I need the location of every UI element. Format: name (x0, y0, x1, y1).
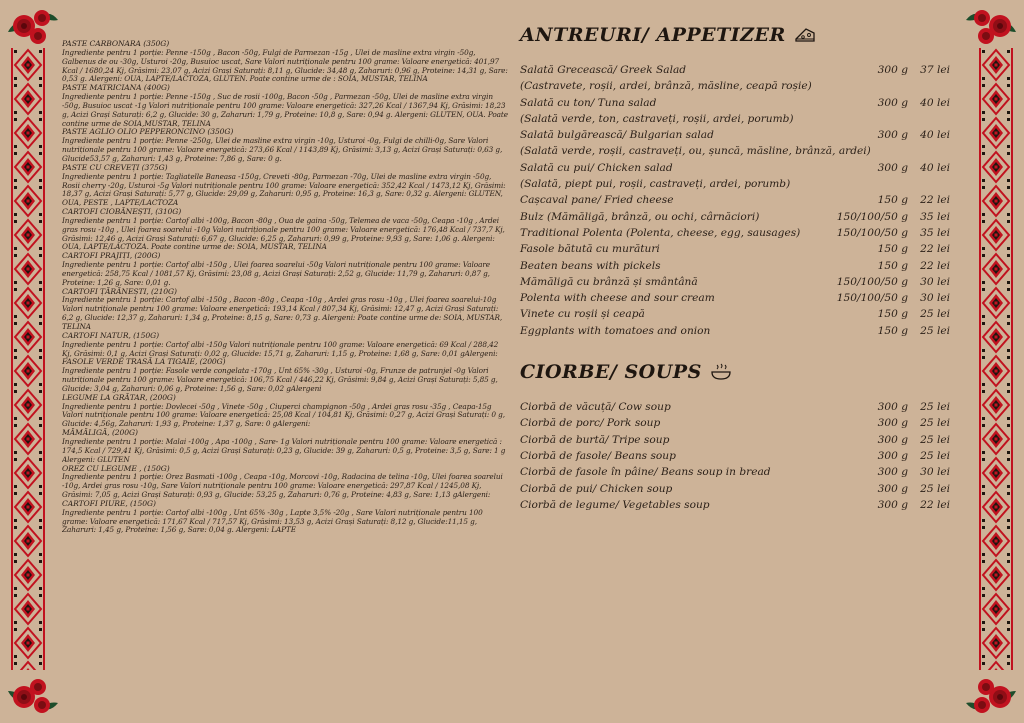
dish-info (62, 358, 510, 393)
item-price: 25 lei (920, 308, 950, 321)
dish-details: Ingrediente pentru 1 porție: Cartof albi -150g , Ulei foarea soarelui -50g Valori nutriționale pentru 100 grame: Valoare energetică: 258,75 Kcal / 1081,57 Kj, Grăsimi: 23,08 g, Acizi Grași Saturați: 2,52 g, Glucide: 11,79 g, Zaharuri: 0,87 g, Proteine: 1,26 g, Sare: 0,01 g. (62, 260, 490, 287)
item-price: 30 lei (920, 466, 950, 479)
ingredients-list (62, 40, 510, 622)
item-price: 25 lei (920, 417, 950, 430)
dish-details: Ingrediente pentru 1 porție: Cartof albi -100g , Unt 65% -30g , Lapte 3,5% -20g , Sare Valori nutriționale pentru 100 grame: Valoare energetică: 171,67 Kcal / 717,57 Kj, Grăsimi: 13,53 g, Acizi Grași Saturați: 8,12 g, Glucide:11,15 g, Zaharuri: 1,45 g, Proteine: 1,56 g, Sare: 0,04 g. Alergeni: LAPTE (62, 507, 483, 535)
item-weight: 150/100/50 g (836, 210, 908, 223)
dish-info (62, 500, 510, 535)
dish-info (62, 252, 510, 287)
soup-bowl-icon (710, 362, 732, 382)
dish-details: Ingrediente pentru 1 porție: Penne -150g , Bacon -50g, Fulgi de Parmezan -15g , Ulei de masline extra virgin -50g, Galbenus de ou -30g, Usturoi -20g, Busuioc uscat, Sare Valori nutriționale pentru 100 grame: Valoare energetică: 401,97 Kcal / 1680,24 Kj, Grăsimi: 23,07 g, Acizi Grași Saturați: 8,11 g, Glucide: 34,48 g, Zaharuri: 0,96 g, Proteine: 14,31 g, Sare: 0,53 g. Alergeni: OUA, LAPTE/LACTOZA, GLUTEN. Poate contine urme de : SOIA, MUSTAR, TELINA (62, 47, 508, 84)
dish-info (62, 208, 510, 252)
section-title-soups (520, 359, 950, 385)
dish-details: Ingrediente pentru 1 porție: Fasole verde congelata -170g , Unt 65% -30g , Usturoi -0g, Frunze de patrunjel -0g Valori nutriționale pentru 100 grame: Valoare energetică: 106,75 Kcal / 446,22 Kj, Grăsimi: 9,84 g, Acizi Grași Saturați: 5,85 g, Glucide: 3,04 g, Zaharuri: 0,06 g, Proteine: 1,56 g, Sare: 0,02 gAlergeni (62, 366, 498, 393)
item-name: Eggplants with tomatoes and onion (520, 324, 711, 337)
item-weight: 150/100/50 g (836, 226, 908, 239)
item-weight: 300 g (877, 129, 908, 142)
rose-ornament-icon (4, 2, 62, 50)
dish-name: FASOLE VERDE TRASĂ LA TIGAIE, (200G) (62, 357, 226, 367)
item-price: 22 lei (920, 498, 950, 511)
dish-details: Ingrediente pentru 1 porție: Tagliatelle Baneasa -150g, Creveti -80g, Parmezan -70g, Ulei de masline extra virgin -50g, Rosii cherry -20g, Usturoi -5g Valori nutriționale pentru 100 grame: Valoare energetică: 352,42 Kcal / 1473,12 Kj, Grăsimi: 18,37 g, Acizi Grași Saturați: 5,77 g, Glucide: 29,09 g, Zaharuri: 0,95 g, Proteine: 16,3 g, Sare: 0,32 g. Alergeni: GLUTEN, OUA, PESTE , LAPTE/LACTOZA (62, 171, 506, 208)
item-description: (Salată verde, ton, castraveți, roșii, ardei, porumb) (520, 112, 794, 125)
dish-name: OREZ CU LEGUME , (150G) (62, 463, 170, 473)
dish-details: Ingrediente pentru 1 porție: Cartof albi -100g, Bacon -80g , Oua de gaina -50g, Telemea de vaca -50g, Ceapa -10g , Ardei gras rosu -10g , Ulei foarea soarelui -10g Valori nutriționale pentru 100 grame: Valoare energetică: 176,48 Kcal / 737,7 Kj, Grăsimi: 12,46 g, Acizi Grași Saturați: 6,67 g, Glucide: 6,25 g, Zaharuri: 0,99 g, Proteine: 9,93 g, Sare: 1,06 g. Alergeni: OUA, LAPTE/LACTOZA. Poate contine urme de: SOIA, MUSTAR, TELINA (62, 215, 505, 252)
menu-item (520, 258, 950, 274)
item-name: Bulz (Mămăligă, brânză, ou ochi, cârnăciori) (520, 210, 760, 223)
dish-name: CARTOFI PRAJIȚI, (200G) (62, 251, 161, 261)
dish-details: Ingrediente pentru 1 porție: Orez Basmati -100g , Ceapa -10g, Morcovi -10g, Radacina de telina -10g, Ulei foarea soarelui -10g, Ardei gras rosu -10g, Sare Valori nutriționale pentru 100 grame: Valoare energetică: 297,87 Kcal / 1245,08 Kj, Grăsimi: 7,05 g, Acizi Grași Saturați: 0,93 g, Glucide: 53,25 g, Zaharuri: 0,76 g, Proteine: 4,83 g, Sare: 1,13 gAlergeni: (62, 472, 503, 500)
rose-ornament-icon (962, 2, 1020, 50)
appetizers-list (520, 62, 950, 339)
item-name: Ciorbă de pui/ Chicken soup (520, 482, 673, 495)
appetizers-section (520, 22, 950, 339)
menu-item (520, 274, 950, 290)
dish-name: CARTOFI NATUR, (150G) (62, 330, 159, 340)
soups-heading: CIORBE/ SOUPS (520, 361, 702, 384)
dish-details: Ingrediente pentru 1 porție: Penne -150g , Suc de rosii -100g, Bacon -50g , Parmezan -50g, Ulei de masline extra virgin -50g, Busuioc uscat -1g Valori nutriționale pentru 100 grame: Valoare energetică: 327,26 Kcal / 1367,94 Kj, Grăsimi: 18,23 g, Acizi Grași Saturați: 6,2 g, Glucide: 30 g, Zaharuri: 1,79 g, Proteine: 10,8 g, Sare: 0,94 g. Alergeni: GLUTEN, OUA. Poate contine urme de SOIA,MUSTAR, TELINA (62, 92, 508, 128)
dish-info (62, 128, 510, 163)
menu-item (520, 209, 950, 225)
item-price: 25 lei (920, 401, 950, 414)
item-name: Vinete cu roșii și ceapă (520, 308, 645, 321)
menu-item (520, 62, 950, 78)
dish-name: PASTE AGLIO OLIO PEPPERONCINO (350G) (62, 127, 234, 137)
dish-name: CARTOFI CIOBĂNEȘTI, (310G) (62, 207, 182, 217)
dish-info (62, 465, 510, 500)
item-price: 30 lei (920, 292, 950, 305)
item-weight: 150 g (877, 308, 908, 321)
appetizers-heading: ANTREURI/ APPETIZER (520, 24, 786, 46)
menu-item (520, 415, 950, 431)
menu-item (520, 399, 950, 415)
item-price: 22 lei (920, 194, 950, 207)
menu-item (520, 448, 950, 464)
item-name: Fasole bătută cu murături (520, 243, 660, 256)
item-weight: 300 g (877, 482, 908, 495)
dish-details: Ingrediente pentru 1 porție: Penne -250g, Ulei de masline extra virgin -10g, Usturoi -0g, Fulgi de chilli-0g, Sare Valori nutriționale pentru 100 grame: Valoare energetică: 273,66 Kcal / 1143,89 Kj, Grăsimi: 3,13 g, Acizi Grași Saturați: 0,63 g, Glucide53,57 g, Zaharuri: 1,43 g, Proteine: 7,86 g, Sare: 0 g. (62, 136, 503, 163)
item-name: Polenta with cheese and sour cream (520, 292, 715, 305)
item-weight: 150 g (877, 259, 908, 272)
item-name: Cașcaval pane/ Fried cheese (520, 194, 674, 207)
soups-list (520, 399, 950, 513)
item-name: Ciorbă de fasole/ Beans soup (520, 449, 676, 462)
item-price: 37 lei (920, 64, 950, 76)
item-weight: 150/100/50 g (836, 275, 908, 288)
item-price: 22 lei (920, 243, 950, 256)
menu-item (520, 306, 950, 322)
item-weight: 300 g (877, 417, 908, 430)
dish-info (62, 288, 510, 332)
item-name: Ciorbă de burtă/ Tripe soup (520, 433, 670, 446)
item-name: Mămăligă cu brânză și smântână (520, 275, 698, 288)
dish-details: Ingrediente pentru 1 porție: Malai -100g , Apa -100g , Sare- 1g Valori nutriționale pentru 100 grame: Valoare energetică : 174,5 Kcal / 729,41 Kj, Grăsimi: 0,5 g, Acizi Grași Saturați: 0,23 g, Glucide: 39 g, Zaharuri: 0,5 g, Proteine: 3,5 g, Sare: 1 g Alergeni: GLUTEN (62, 436, 506, 464)
dish-details: Ingrediente pentru 1 porție: Cartof albi -150g , Bacon -80g , Ceapa -10g , Ardei gras rosu -10g , Ulei foarea soarelui-10g Valori nutriționale pentru 100 grame: Valoare energetică: 193,14 Kcal / 807,34 Kj, Grăsimi: 12,47 g, Acizi Grași Saturați: 6,2 g, Glucide: 12,37 g, Zaharuri: 1,34 g, Proteine: 8,15 g, Sare: 0,73 g. Alergeni: Poate contine urme de: SOIA, MUSTAR, TELINA (62, 295, 503, 331)
item-weight: 300 g (877, 498, 908, 511)
item-price: 40 lei (920, 96, 950, 109)
embroidery-border-left (8, 48, 48, 670)
item-name: Salată Grecească/ Greek Salad (520, 64, 687, 76)
item-name: Beaten beans with pickels (520, 259, 661, 272)
embroidery-border-right (976, 48, 1016, 670)
item-name: Salată cu ton/ Tuna salad (520, 96, 657, 109)
menu-item (520, 432, 950, 448)
item-weight: 300 g (877, 466, 908, 479)
item-price: 35 lei (920, 210, 950, 223)
item-description: (Salată, piept pui, roșii, castraveți, ardei, porumb) (520, 178, 791, 191)
menu-item (520, 464, 950, 480)
item-name: Salată cu pui/ Chicken salad (520, 161, 673, 174)
item-weight: 150 g (877, 243, 908, 256)
item-price: 40 lei (920, 129, 950, 142)
menu-item (520, 497, 950, 513)
item-weight: 300 g (877, 161, 908, 174)
dish-name: PASTE CU CREVEȚI (375G) (62, 162, 168, 172)
item-price: 25 lei (920, 449, 950, 462)
dish-name: PASTE MATRICIANA (400G) (62, 83, 170, 93)
menu-column (520, 22, 950, 513)
menu-item (520, 481, 950, 497)
menu-item (520, 225, 950, 241)
dish-details: Ingrediente pentru 1 porție: Cartof albi -150g Valori nutriționale pentru 100 grame: Valoare energetică: 69 Kcal / 288,42 Kj, Grăsimi: 0,1 g, Acizi Grași Saturați: 0,02 g, Glucide: 15,71 g, Zaharuri: 1,15 g, Proteine: 1,68 g, Sare: 0,01 gAlergeni: (62, 339, 499, 358)
item-weight: 300 g (877, 449, 908, 462)
menu-item (520, 290, 950, 306)
item-weight: 300 g (877, 401, 908, 414)
item-description: (Salată verde, roșii, castraveți, ou, șuncă, măsline, brânză, ardei) (520, 145, 871, 158)
soups-section (520, 359, 950, 513)
dish-info (62, 40, 510, 84)
menu-item (520, 127, 950, 143)
rose-ornament-icon (962, 673, 1020, 721)
item-price: 25 lei (920, 324, 950, 337)
dish-info (62, 394, 510, 429)
item-name: Salată bulgărească/ Bulgarian salad (520, 129, 714, 142)
section-title-appetizers (520, 22, 950, 48)
item-price: 25 lei (920, 433, 950, 446)
dish-info (62, 84, 510, 128)
item-price: 25 lei (920, 482, 950, 495)
dish-name: CARTOFI ȚĂRĂNEȘTI, (210G) (62, 286, 177, 296)
dish-name: LEGUME LA GRĂTAR, (200G) (62, 392, 176, 402)
menu-item (520, 241, 950, 257)
dish-details: Ingrediente pentru 1 porție: Dovlecei -50g , Vinete -50g , Ciuperci champignon -50g , Ardei gras rosu -35g , Ceapa-15g Valori nutriționale pentru 100 grame: Valoare energetică: 25,08 Kcal / 104,81 Kj, Grăsimi: 0,27 g, Acizi Grași Saturați: 0 g, Glucide: 4,56g, Zaharuri: 1,93 g, Proteine: 1,37 g, Sare: 0 gAlergeni: (62, 401, 505, 429)
cheese-icon (794, 25, 816, 45)
menu-item (520, 95, 950, 111)
dish-name: PASTE CARBONARA (350G) (62, 40, 170, 48)
menu-item (520, 160, 950, 176)
item-weight: 150/100/50 g (836, 292, 908, 305)
item-price: 35 lei (920, 226, 950, 239)
item-name: Ciorbă de legume/ Vegetables soup (520, 498, 710, 511)
item-price: 30 lei (920, 275, 950, 288)
item-name: Ciorbă de văcuță/ Cow soup (520, 401, 671, 414)
item-price: 22 lei (920, 259, 950, 272)
item-weight: 300 g (877, 64, 908, 76)
item-name: Traditional Polenta (Polenta, cheese, egg, sausages) (520, 226, 801, 239)
item-name: Ciorbă de fasole în pâine/ Beans soup in bread (520, 466, 771, 479)
dish-info (62, 164, 510, 208)
item-weight: 300 g (877, 433, 908, 446)
item-weight: 150 g (877, 194, 908, 207)
item-weight: 150 g (877, 324, 908, 337)
item-price: 40 lei (920, 161, 950, 174)
dish-info (62, 332, 510, 359)
menu-item (520, 323, 950, 339)
item-weight: 300 g (877, 96, 908, 109)
dish-info (62, 429, 510, 464)
item-description: (Castravete, roșii, ardei, brânză, măsline, ceapă roșie) (520, 80, 812, 93)
menu-item (520, 192, 950, 208)
rose-ornament-icon (4, 673, 62, 721)
item-name: Ciorbă de porc/ Pork soup (520, 417, 661, 430)
dish-name: MĂMĂLIGĂ, (200G) (62, 428, 138, 438)
dish-name: CARTOFI PIURE, (150G) (62, 498, 156, 508)
